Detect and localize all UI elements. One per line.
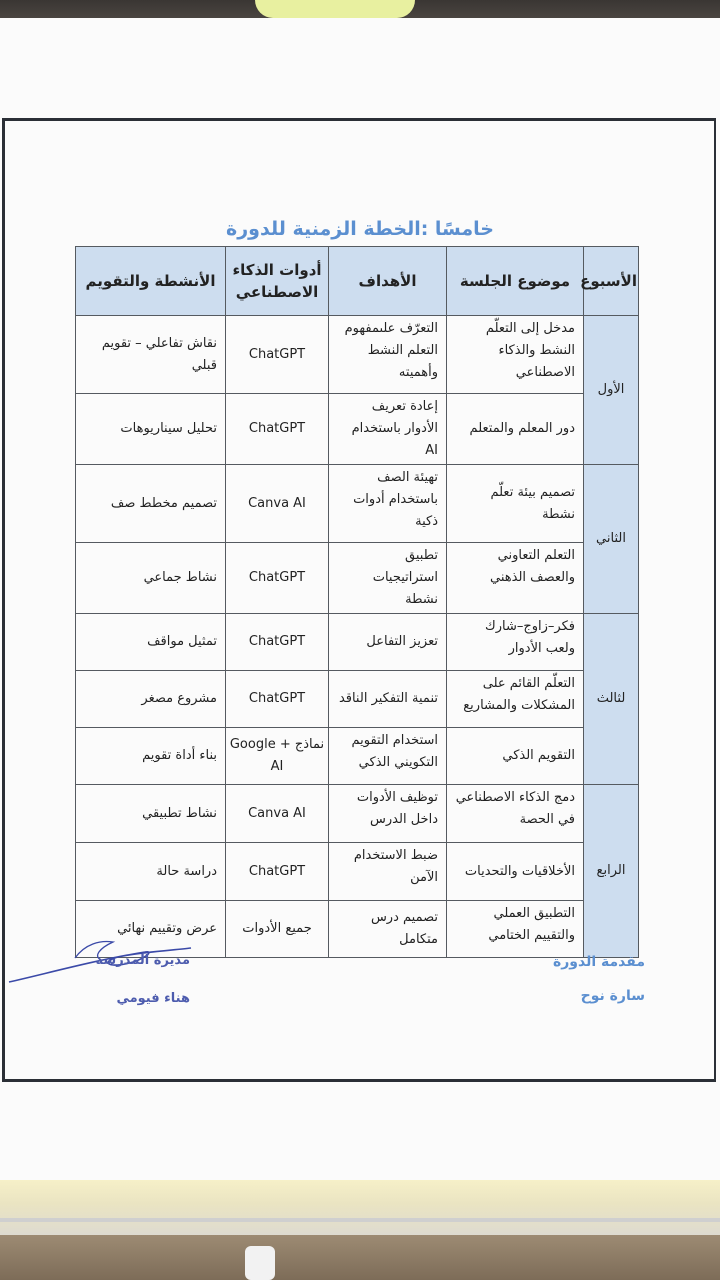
tool-cell: ChatGPT	[226, 843, 329, 901]
goal-cell: إعادة تعريف الأدوار باستخدام AI	[329, 394, 447, 465]
topic-cell: دمج الذكاء الاصطناعي في الحصة	[447, 785, 584, 843]
header-ai-tools: أدوات الذكاء الاصطناعي	[226, 247, 329, 316]
activity-cell: مشروع مصغر	[76, 671, 226, 728]
table-row	[76, 671, 639, 728]
goal-cell: توظيف الأدوات داخل الدرس	[329, 785, 447, 843]
stylus	[245, 1246, 275, 1280]
tool-cell: جميع الأدوات	[226, 901, 329, 958]
tool-cell: ChatGPT	[226, 316, 329, 394]
topic-cell: دور المعلم والمتعلم	[447, 394, 584, 465]
table-row	[76, 843, 639, 901]
table-header-row	[76, 247, 639, 316]
principal-name: هناء فيومي	[116, 991, 190, 1006]
goal-cell: تنمية التفكير الناقد	[329, 671, 447, 728]
table-row	[76, 465, 639, 543]
activity-cell: نشاط تطبيقي	[76, 785, 226, 843]
header-topic: موضوع الجلسة	[447, 247, 584, 316]
topic-cell: التطبيق العملي والتقييم الختامي	[447, 901, 584, 958]
goal-cell: تطبيق استراتيجيات نشطة	[329, 543, 447, 614]
week-label: الثاني	[584, 465, 639, 614]
sleeve-line	[0, 1218, 720, 1222]
tool-cell: Canva AI	[226, 785, 329, 843]
tool-cell: ChatGPT	[226, 671, 329, 728]
activity-cell: تحليل سيناريوهات	[76, 394, 226, 465]
topic-cell: الأخلاقيات والتحديات	[447, 843, 584, 901]
tool-cell: ChatGPT	[226, 614, 329, 671]
table-row	[76, 614, 639, 671]
topic-cell: مدخل إلى التعلّم النشط والذكاء الاصطناعي	[447, 316, 584, 394]
tool-cell: ChatGPT	[226, 394, 329, 465]
table-row	[76, 543, 639, 614]
tool-cell: Canva AI	[226, 465, 329, 543]
topic-cell: التقويم الذكي	[447, 728, 584, 785]
table-row	[76, 785, 639, 843]
activity-cell: بناء أداة تقويم	[76, 728, 226, 785]
topic-cell: التعلّم القائم على المشكلات والمشاريع	[447, 671, 584, 728]
activity-cell: دراسة حالة	[76, 843, 226, 901]
week-label: الرابع	[584, 785, 639, 958]
goal-cell: تهيئة الصف باستخدام أدوات ذكية	[329, 465, 447, 543]
goal-cell: التعرّف علىمفهوم التعلم النشط وأهميته	[329, 316, 447, 394]
week-label: الأول	[584, 316, 639, 465]
binder-clip	[255, 0, 415, 18]
topic-cell: التعلم التعاوني والعصف الذهني	[447, 543, 584, 614]
principal-block	[90, 942, 190, 1018]
activity-cell: نقاش تفاعلي – تقويم قبلي	[76, 316, 226, 394]
table-row	[76, 394, 639, 465]
goal-cell: ضبط الاستخدام الآمن	[329, 843, 447, 901]
presenter-role: مقدمة الدورة	[552, 954, 645, 970]
activity-cell: عرض وتقييم نهائي	[76, 901, 226, 958]
activity-cell: نشاط جماعي	[76, 543, 226, 614]
presenter-name: سارة نوح	[580, 988, 645, 1004]
topic-cell: تصميم بيئة تعلّم نشطة	[447, 465, 584, 543]
table-row	[76, 728, 639, 785]
topic-cell: فكر–زاوج–شارك ولعب الأدوار	[447, 614, 584, 671]
header-week: الأسبوع	[584, 247, 639, 316]
document-title: خامسًا :الخطة الزمنية للدورة	[226, 218, 494, 240]
presenter-block	[553, 945, 645, 1013]
table-row	[76, 316, 639, 394]
tool-cell: نماذج Google + AI	[226, 728, 329, 785]
header-goals: الأهداف	[329, 247, 447, 316]
goal-cell: استخدام التقويم التكويني الذكي	[329, 728, 447, 785]
paper-stack-edge	[0, 1180, 720, 1240]
background-bottom	[0, 1235, 720, 1280]
goal-cell: تعزيز التفاعل	[329, 614, 447, 671]
week-label: لثالث	[584, 614, 639, 785]
schedule-table	[75, 246, 639, 958]
principal-role: مديرة المدرسة	[95, 953, 190, 968]
activity-cell: تصميم مخطط صف	[76, 465, 226, 543]
activity-cell: تمثيل مواقف	[76, 614, 226, 671]
tool-cell: ChatGPT	[226, 543, 329, 614]
header-activities: الأنشطة والتقويم	[76, 247, 226, 316]
goal-cell: تصميم درس متكامل	[329, 901, 447, 958]
